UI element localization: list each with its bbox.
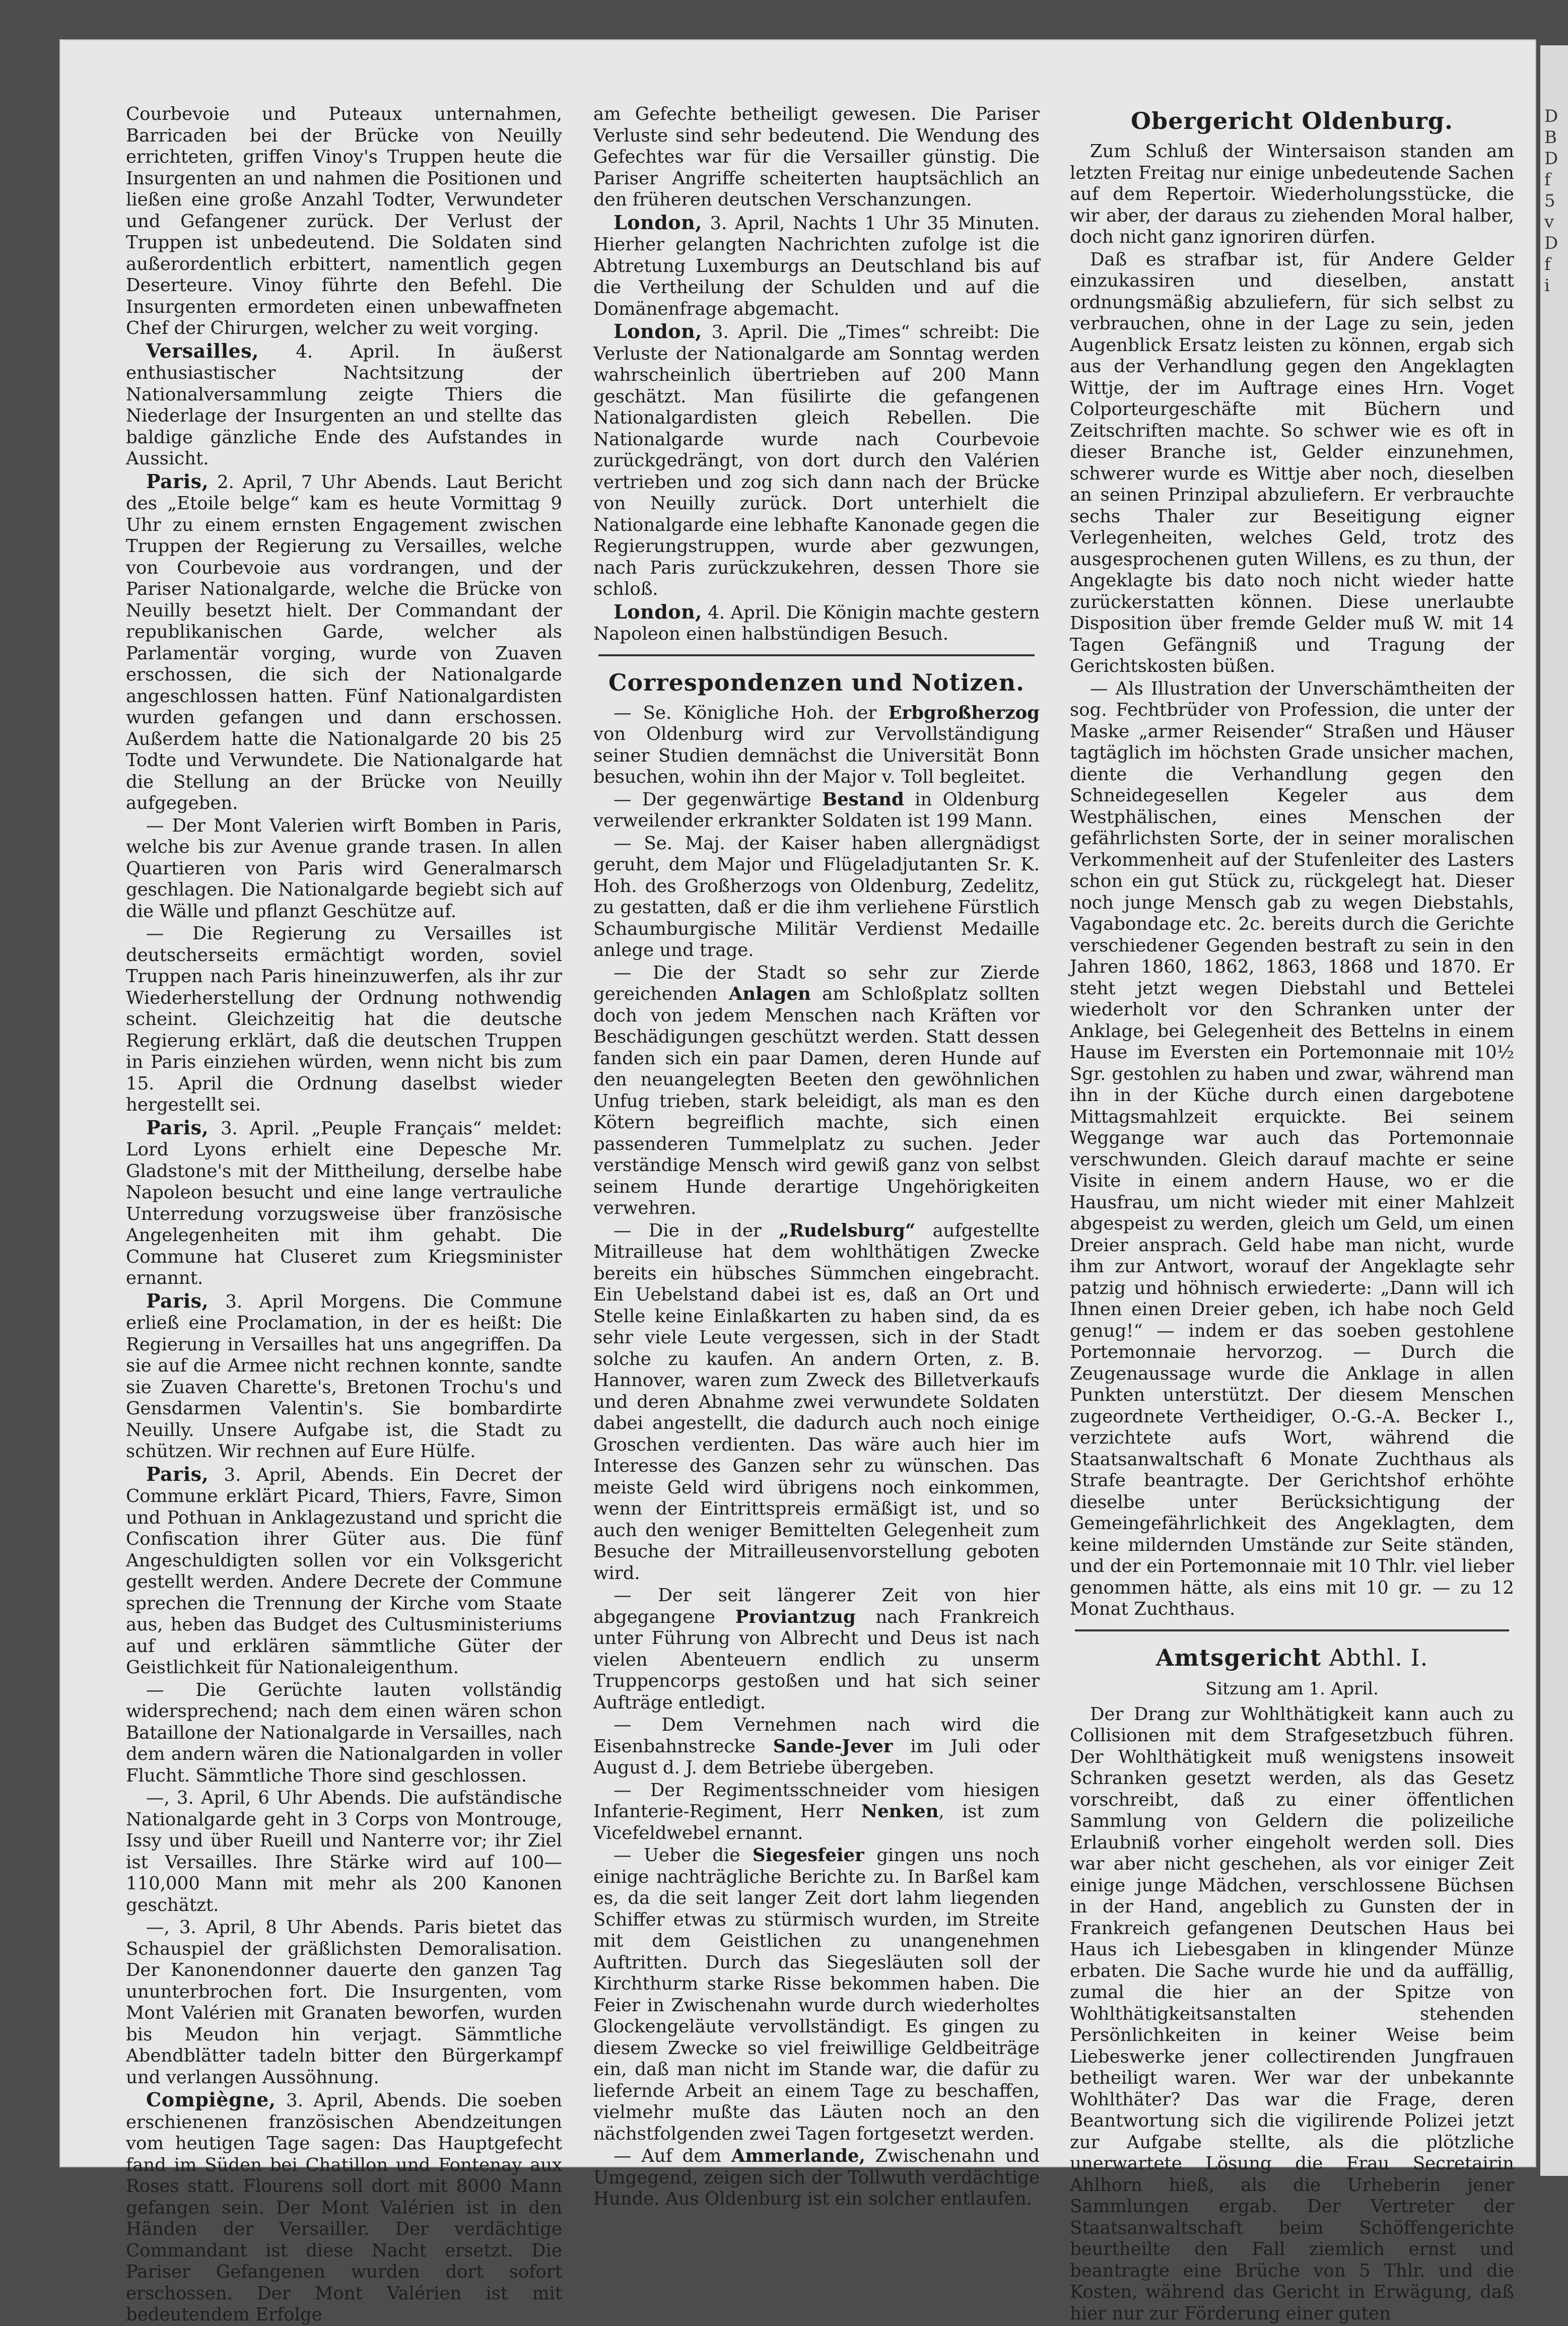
article-paragraph — [593, 321, 1040, 600]
edge-letter: i — [1544, 276, 1550, 296]
paragraph-text: am Schloßplatz sollten doch von jedem Menschen nach Kräften vor Beschädigungen geschützt werden. Statt dessen fanden sich ein paar Damen, deren Hunde auf den neuangelegten Beeten den gewöhnlichen Unfug trieben, stark beleidigt, als man es den Kötern begreiflich machte, sich einen passenderen Tummelplatz zu suchen. Jeder verständige Mensch wird gewiß ganz von selbst seinem Hunde derartige Ungehörigkeiten verwehren. — [593, 984, 1040, 1218]
paragraph-text: in Oldenburg verweilender erkrankter Soldaten ist 199 Mann. — [593, 789, 1040, 831]
paragraph-text: — Der seit längerer Zeit von hier abgegangene — [593, 1585, 1040, 1627]
article-paragraph: am Gefechte betheiligt gewesen. Die Pariser Verluste sind sehr bedeutend. Die Wendung des Gefechtes war für die Versailler günstig. Die Pariser Angriffe scheiterten hauptsächlich an den früheren deutschen Verschanzungen. — [593, 104, 1040, 210]
paragraph-text: — Der gegenwärtige — [613, 789, 823, 810]
heading-subtext: Abthl. I. — [1321, 1644, 1428, 1671]
notice-paragraph — [593, 703, 1040, 788]
dateline-place: Versailles, — [146, 339, 259, 362]
article-paragraph — [126, 1464, 562, 1679]
paragraph-text: von Oldenburg wird zur Vervollständigung seiner Studien demnächst die Universität Bonn besuchen, wohin ihn der Major v. Toll begleitet. — [593, 724, 1040, 787]
keyword: Nenken — [861, 1801, 939, 1822]
notice-paragraph — [593, 1845, 1040, 2145]
paragraph-text: — Se. Königliche Hoh. der — [613, 702, 889, 723]
dateline-place: London, — [613, 211, 702, 234]
edge-letter: D — [1544, 149, 1558, 169]
paragraph-text: 4. April. In äußerst enthusiastischer Nachtsitzung der Nationalversammlung zeigte Thiers die Niederlage der Insurgenten an und stellte das baldige gänzliche Ende des Aufstandes in Aussicht. — [126, 341, 562, 469]
article-paragraph — [126, 340, 562, 470]
dateline-place: London, — [613, 320, 702, 343]
paragraph-text: 3. April Morgens. Die Commune erließ eine Proclamation, in der es heißt: Die Regierung in Versailles hat uns angegriffen. Da sie auf die Armee nicht rechnen konnte, sandte sie Zuaven Charette's, Bretonen Trochu's und Gensdarmen Valentin's. Sie bombardirte Neuilly. Unsere Aufgabe ist, die Stadt zu schützen. Wir rechnen auf Eure Hülfe. — [126, 1291, 562, 1462]
article-paragraph: — Die Gerüchte lauten vollständig widersprechend; nach dem einen wären schon Bataillone der Nationalgarde in Versailles, nach dem andern wären die Nationalgarden in voller Flucht. Sämmtliche Thore sind geschlossen. — [126, 1679, 562, 1786]
article-paragraph: —, 3. April, 6 Uhr Abends. Die aufständische Nationalgarde geht in 3 Corps von Montrouge, Issy und über Rueill und Nanterre vor; ihr Ziel ist Versailles. Ihre Stärke wird auf 100—110,000 Mann mit mehr als 200 Kanonen geschätzt. — [126, 1788, 562, 1915]
section-divider — [1075, 1629, 1509, 1631]
article-paragraph — [126, 1117, 562, 1289]
court-report-paragraph: Zum Schluß der Wintersaison standen am letzten Freitag nur einige unbedeutende Sachen auf dem Repertoir. Wiederholungsstücke, die wir aber, der daraus zu ziehenden Moral halber, doch nicht ganz ignoriren dürfen. — [1070, 141, 1514, 247]
paragraph-text: — Der Regimentsschneider vom hiesigen Infanterie-Regiment, Herr — [593, 1780, 1040, 1822]
article-paragraph — [126, 2089, 562, 2326]
article-paragraph — [126, 1290, 562, 1463]
section-heading: Obergericht Oldenburg. — [1130, 107, 1454, 134]
session-date: Sitzung am 1. April. — [1205, 1678, 1379, 1699]
paragraph-text: — Auf dem — [613, 2146, 731, 2166]
paragraph-text: im Juli oder August d. J. dem Betriebe übergeben. — [593, 1736, 1040, 1778]
paragraph-text: — Die in der — [613, 1220, 779, 1241]
dateline-place: Paris, — [146, 1289, 209, 1312]
paragraph-text: 3. April, Abends. Ein Decret der Commune erklärt Picard, Thiers, Favre, Simon und Pothuan in Anklagezustand und spricht die Confiscation ihrer Güter aus. Die fünf Angeschuldigten sollen vor ein Volksgericht gestellt werden. Andere Decrete der Commune sprechen die Trennung der Kirche vom Staate aus, heben das Budget des Cultusministeriums auf und erklären sämmtliche Güter der Geistlichkeit für Nationaleigenthum. — [126, 1464, 562, 1678]
section-divider — [598, 654, 1035, 656]
keyword: Erbgroßherzog — [888, 702, 1040, 723]
paragraph-text: — Ueber die — [613, 1845, 753, 1866]
edge-letter: D — [1544, 106, 1558, 126]
paragraph-text: — Dem Vernehmen nach wird die Eisenbahnstrecke — [593, 1715, 1040, 1757]
paragraph-text: , ist zum Vicefeldwebel ernannt. — [593, 1801, 1040, 1843]
edge-letter: D — [1544, 233, 1558, 253]
dateline-place: London, — [613, 600, 702, 623]
edge-letter: v — [1544, 212, 1554, 232]
column-1 — [126, 104, 562, 2325]
article-paragraph — [593, 601, 1040, 645]
notice-paragraph — [593, 963, 1040, 1219]
paragraph-text: aufgestellte Mitrailleuse hat dem wohlthätigen Zwecke bereits ein hübsches Sümmchen eingebracht. Ein Uebelstand dabei ist es, daß an Ort und Stelle keine Einlaßkarten zu haben sind, da es sehr viele Leute vergessen, sich in der Stadt solche zu kaufen. An andern Orten, z. B. Hannover, waren zum Zweck des Billetverkaufs und deren Abnahme zwei verwundete Soldaten dabei angestellt, die dadurch auch noch einige Groschen verdienten. Das wäre auch hier im Interesse des Ganzen sehr zu wünschen. Das meiste Geld wird übrigens noch einkommen, wenn der Eintrittspreis ermäßigt ist, und so auch den weniger Bemittelten Gelegenheit zum Besuche der Mitrailleusenvorstellung geboten wird. — [593, 1220, 1040, 1584]
keyword: Ammerlande, — [731, 2146, 865, 2166]
court-report-paragraph: Der Drang zur Wohlthätigkeit kann auch zu Collisionen mit dem Strafgesetzbuch führen. Der Wohlthätigkeit muß wenigstens insoweit Schranken gesetzt werden, als das Gesetz vorschreibt, daß zu einer öffentlichen Sammlung von Geldern die polizeiliche Erlaubniß vorher eingeholt werden soll. Dies war aber nicht geschehen, als vor einiger Zeit einige junge Mädchen, verschlossene Büchsen in der Hand, angeblich zu Gunsten der in Frankreich gefangenen Deutschen Haus bei Haus ich Liebesgaben in klingender Münze erbaten. Die Sache wurde hie und da auffällig, zumal die hier an der Spitze von Wohlthätigkeitsanstalten stehenden Persönlichkeiten in keiner Weise beim Liebeswerke jener collectirenden Jungfrauen betheiligt waren. Wer war der unbekannte Wohlthäter? Das war die Frage, deren Beantwortung sich die vigilirende Polizei jetzt zur Aufgabe stellte, als die plötzliche unerwartete Lösung die Frau Secretairin Ahlhorn hieß, als die Urheberin jener Sammlungen ergab. Der Vertreter der Staatsanwaltschaft beim Schöffengerichte beurtheilte den Fall ziemlich ernst und beantragte eine Brüche von 5 Thlr. und die Kosten, während das Gericht in Erwägung, daß hier nur zur Förderung einer guten — [1070, 1703, 1514, 2324]
article-paragraph: Courbevoie und Puteaux unternahmen, Barricaden bei der Brücke von Neuilly errichteten, griffen Vinoy's Truppen heute die Insurgenten an und nahmen die Positionen und ließen eine große Anzahl Todter, Verwundeter und Gefangener zurück. Der Verlust der Truppen ist unbedeutend. Die Soldaten sind außerordentlich erbittert, namentlich gegen Deserteure. Vinoy führte den Befehl. Die Insurgenten ermordeten einen unbewaffneten Chef der Chirurgen, welcher zu weit vorging. — [126, 104, 562, 338]
paragraph-text: 3. April. Die „Times“ schreibt: Die Verluste der Nationalgarde am Sonntag werden wahrscheinlich übertrieben auf 200 Mann geschätzt. Man füsilirte die gefangenen Nationalgardisten gleich Rebellen. Die Nationalgarde wurde nach Courbevoie zurückgedrängt, von dort durch den Valérien vertrieben und zog sich dann nach der Brücke von Neuilly zurück. Dort unterhielt die Nationalgarde eine lebhafte Kanonade gegen die Regierungstruppen, wurde aber gezwungen, nach Paris zurückzukehren, dessen Thore sie schloß. — [593, 322, 1040, 599]
column-3 — [1070, 99, 1514, 2324]
edge-letter: f — [1544, 170, 1551, 190]
section-heading — [1070, 1643, 1514, 1673]
article-paragraph — [126, 471, 562, 814]
paragraph-text: nach Frankreich unter Führung von Albrecht und Deus ist nach vielen Abenteuern endlich zu unserm Truppencorps gestoßen und hat sich seiner Aufträge entledigt. — [593, 1606, 1040, 1713]
notice-paragraph: — Se. Maj. der Kaiser haben allergnädigst geruht, dem Major und Flügeladjutanten Sr. K. Hoh. des Großherzogs von Oldenburg, Zedelitz, zu gestatten, daß er die ihm verliehene Fürstlich Schaumburgische Militär Verdienst Medaille anlege und trage. — [593, 833, 1040, 961]
keyword: Siegesfeier — [753, 1845, 864, 1866]
notice-paragraph — [593, 2146, 1040, 2210]
article-paragraph: —, 3. April, 8 Uhr Abends. Paris bietet das Schauspiel der gräßlichsten Demoralisation. Der Kanonendonner dauerte den ganzen Tag ununterbrochen fort. Die Insurgenten, vom Mont Valérien mit Granaten beworfen, wurden bis Meudon hin verjagt. Sämmtliche Abendblätter tadeln bitter den Bürgerkampf und verlangen Aussöhnung. — [126, 1917, 562, 2088]
court-report-paragraph: — Als Illustration der Unverschämtheiten der sog. Fechtbrüder von Profession, die unter der Maske „armer Reisender“ Straßen und Häuser tagtäglich im höchsten Grade unsicher machen, diente die Verhandlung gegen den Schneidegesellen Kegeler aus dem Westphälischen, eines Menschen der gefährlichsten Sorte, der in seiner moralischen Verkommenheit auf der Stufenleiter des Lasters schon ein gut Stück zu, rückgelegt hat. Dieser noch junge Mensch gab zu wegen Diebstahls, Vagabondage etc. 2c. bereits durch die Gerichte verschiedener Gegenden bestraft zu sein in den Jahren 1860, 1862, 1863, 1868 und 1870. Er steht jetzt wegen Diebstahl und Bettelei wiederholt vor den Schranken unter der Anklage, bei Gelegenheit des Bettelns in einem Hause im Eversten ein Portemonnaie mit 10½ Sgr. gestohlen zu haben und zwar, während man ihn in der Küche durch einen dargebotene Mittagsmahlzeit erquickte. Bei seinem Weggange war auch das Portemonnaie verschwunden. Gleich darauf machte er seine Visite in einem andern Hause, wo er die Hausfrau, um nicht wieder mit einer Mahlzeit abgespeist zu werden, gleich um Geld, um einen Dreier ansprach. Geld habe man nicht, wurde ihm zur Antwort, worauf der Angeklagte sehr patzig und höhnisch erwiederte: „Dann will ich Ihnen einen Dreier geben, ich habe noch Geld genug!“ — indem er das soeben gestohlene Portemonnaie hervorzog. — Durch die Zeugenaussage wurde die Anklage in allen Punkten unterstützt. Der diesem Menschen zugeordnete Vertheidiger, O.-G.-A. Becker I., verzichtete aufs Wort, während die Staatsanwaltschaft 6 Monate Zuchthaus als Strafe beantragte. Der Gerichtshof erhöhte dieselbe unter Berücksichtigung der Gemeingefährlichkeit des Angeklagten, dem keine mildernden Umstände zur Seite ständen, und der ein Portemonnaie mit 10 Thlr. viel lieber genommen hätte, als eins mit 10 gr. — zu 12 Monat Zuchthaus. — [1070, 678, 1514, 1619]
paragraph-text: — Die der Stadt so sehr zur Zierde gereichenden — [593, 962, 1040, 1004]
paragraph-text: 3. April, Nachts 1 Uhr 35 Minuten. Hierher gelangten Nachrichten zufolge ist die Abtretung Luxemburgs an Deutschland bis auf die Vertheilung der Schulden und auf die Domänenfrage abgemacht. — [593, 213, 1040, 319]
dateline-place: Paris, — [146, 469, 209, 493]
paragraph-text: Zwischenahn und Umgegend, zeigen sich der Tollwuth verdächtige Hunde. Aus Oldenburg ist ein solcher entlaufen. — [593, 2146, 1040, 2209]
dateline-place: Compiègne, — [146, 2088, 276, 2111]
paragraph-text: 3. April. „Peuple Français“ meldet: Lord Lyons erhielt eine Depesche Mr. Gladstone's mit der Mittheilung, derselbe habe Napoleon besucht und eine lange vertrauliche Unterredung vorzugsweise über französische Angelegenheiten mit ihm gehabt. Die Commune hat Cluseret zum Kriegsminister ernannt. — [126, 1118, 562, 1288]
dateline-place: Paris, — [146, 1116, 209, 1139]
keyword: Bestand — [822, 789, 904, 810]
keyword: Sande-Jever — [773, 1736, 893, 1757]
keyword: Anlagen — [728, 984, 811, 1004]
notice-paragraph — [593, 1220, 1040, 1585]
edge-letter: B — [1544, 127, 1557, 148]
edge-letter: 5 — [1544, 191, 1555, 211]
heading-text: Amtsgericht — [1155, 1644, 1322, 1671]
article-paragraph — [593, 212, 1040, 320]
dateline-place: Paris, — [146, 1462, 209, 1485]
paragraph-text: 2. April, 7 Uhr Abends. Laut Bericht des „Etoile belge“ kam es heute Vormittag 9 Uhr zu einem ernsten Engagement zwischen Truppen der Regierung zu Versailles, welche von Courbevoie aus vordrangen, und der Pariser Nationalgarde, welche die Brücke von Neuilly besetzt hielt. Der Commandant der republikanischen Garde, welcher als Parlamentär vorging, wurde von Zuaven erschossen, die sich der Nationalgarde angeschlossen hatten. Fünf Nationalgardisten wurden gefangen und dann erschossen. Außerdem hatte die Nationalgarde 20 bis 25 Todte und Verwundete. Die Nationalgarde hat die Stellung an der Brücke von Neuilly aufgegeben. — [126, 471, 562, 813]
section-heading: Correspondenzen und Notizen. — [608, 668, 1025, 696]
notice-paragraph — [593, 1780, 1040, 1844]
paragraph-text: 3. April, Abends. Die soeben erschienenen französischen Abendzeitungen vom heutigen Tage sagen: Das Hauptgefecht fand im Süden bei Chatillon und Fontenay aux Roses statt. Flourens soll dort mit 8000 Mann gefangen sein. Der Mont Valérien ist in den Händen der Versailler. Der verdächtige Commandant ist diese Nacht ersetzt. Die Pariser Gefangenen wurden dort sofort erschossen. Der Mont Valérien ist mit bedeutendem Erfolge — [126, 2090, 562, 2325]
adjacent-page-edge — [1540, 45, 1568, 2176]
article-paragraph: — Die Regierung zu Versailles ist deutscherseits ermächtigt worden, soviel Truppen nach Paris hineinzuwerfen, als ihr zur Wiederherstellung der Ordnung nothwendig scheint. Gleichzeitig hat die deutsche Regierung erklärt, daß die deutschen Truppen in Paris einziehen würden, wenn nicht bis zum 15. April die Ordnung daselbst wieder hergestellt sei. — [126, 923, 562, 1115]
notice-paragraph — [593, 1585, 1040, 1714]
paragraph-text: gingen uns noch einige nachträgliche Berichte zu. In Barßel kam es, da die seit langer Zeit dort lahm liegenden Schiffer etwas zu stürmisch wurden, im Streite mit dem Geistlichen zu unangenehmen Auftritten. Durch das Siegesläuten soll der Kirchthurm starke Risse bekommen haben. Die Feier in Zwischenahn wurde durch wiederholtes Glockengeläute vervollständigt. Es gingen zu diesem Zwecke so viel freiwillige Geldbeiträge ein, daß man nicht im Stande war, die dafür zu liefernde Arbeit an einem Tage zu beschaffen, vielmehr mußte das Läuten noch an den nächstfolgenden zwei Tagen fortgesetzt werden. — [593, 1845, 1040, 2144]
paragraph-text: 4. April. Die Königin machte gestern Napoleon einen halbstündigen Besuch. — [593, 602, 1040, 644]
court-report-paragraph: Daß es strafbar ist, für Andere Gelder einzukassiren und dieselben, anstatt ordnungsmäßig abzuliefern, für sich selbst zu verbrauchen, ohne in der Lage zu sein, jeden Augenblick Ersatz leisten zu können, ergab sich aus der Verhandlung gegen den Angeklagten Wittje, der im Auftrage eines Hrn. Voget Colporteurgeschäfte mit Büchern und Zeitschriften machte. So schwer wie es oft in dieser Branche ist, Gelder einzunehmen, schwerer wurde es Wittje aber noch, dieselben an seinen Prinzipal abzuliefern. Er verbrauchte sechs Thaler zur Beseitigung eigner Verlegenheiten, welches Geld, trotz des ausgesprochenen guten Willens, es zu thun, der Angeklagte bis dato noch nicht wieder hatte zurückerstatten können. Diese unerlaubte Disposition über fremde Gelder muß W. mit 14 Tagen Gefängniß und Tragung der Gerichtskosten büßen. — [1070, 249, 1514, 676]
notice-paragraph — [593, 1715, 1040, 1779]
notice-paragraph — [593, 789, 1040, 832]
keyword: Proviantzug — [735, 1606, 856, 1627]
edge-letter: f — [1544, 254, 1551, 275]
keyword: „Rudelsburg“ — [779, 1220, 916, 1241]
article-paragraph: — Der Mont Valerien wirft Bomben in Paris, welche bis zur Avenue grande trasen. In allen Quartieren von Paris wird Generalmarsch geschlagen. Die Nationalgarde begiebt sich auf die Wälle und pflanzt Geschütze auf. — [126, 815, 562, 922]
column-2 — [593, 104, 1040, 2209]
